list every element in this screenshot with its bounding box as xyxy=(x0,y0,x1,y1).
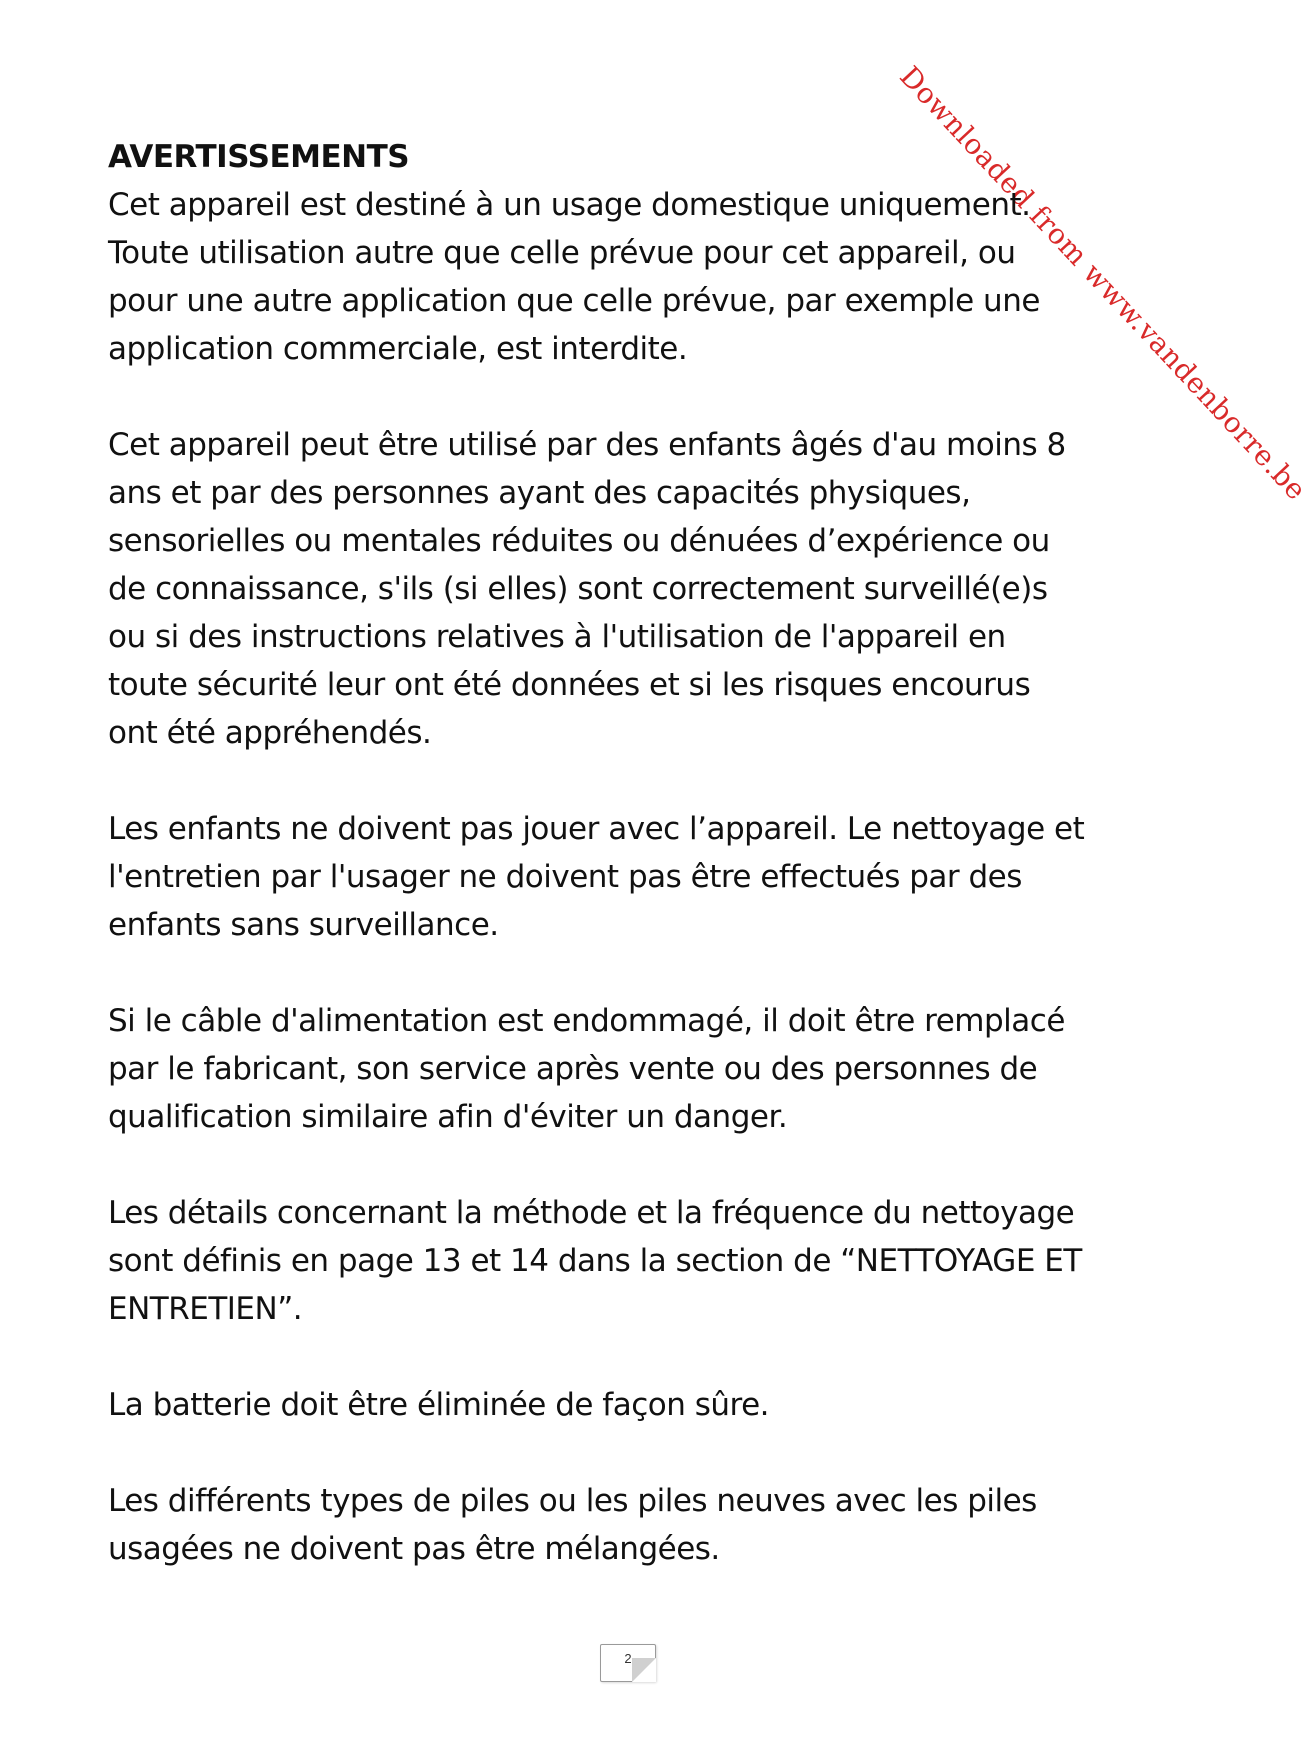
paragraph-line: sensorielles ou mentales réduites ou dénuées d’expérience ou xyxy=(108,523,1050,559)
paragraph-battery xyxy=(108,1381,1148,1429)
paragraph-line: usagées ne doivent pas être mélangées. xyxy=(108,1531,720,1567)
section-heading: AVERTISSEMENTS xyxy=(108,139,410,175)
page-number: 2 xyxy=(624,1651,632,1666)
paragraph-mixed-batteries xyxy=(108,1477,1148,1573)
paragraph-line: sont définis en page 13 et 14 dans la section de “NETTOYAGE ET xyxy=(108,1243,1082,1279)
warnings-section xyxy=(108,133,1148,1621)
paragraph-line: Si le câble d'alimentation est endommagé, il doit être remplacé xyxy=(108,1003,1065,1039)
paragraph-line: toute sécurité leur ont été données et si les risques encourus xyxy=(108,667,1031,703)
paragraph-line: par le fabricant, son service après vente ou des personnes de xyxy=(108,1051,1038,1087)
page-number-badge xyxy=(600,1644,656,1682)
paragraph-line: de connaissance, s'ils (si elles) sont correctement surveillé(e)s xyxy=(108,571,1048,607)
paragraph-line: Cet appareil peut être utilisé par des enfants âgés d'au moins 8 xyxy=(108,427,1066,463)
paragraph-line: Toute utilisation autre que celle prévue pour cet appareil, ou xyxy=(108,235,1016,271)
page-curl-icon xyxy=(632,1658,656,1682)
paragraph-line: Les différents types de piles ou les piles neuves avec les piles xyxy=(108,1483,1037,1519)
paragraph-line: La batterie doit être éliminée de façon sûre. xyxy=(108,1387,770,1423)
paragraph-usage xyxy=(108,181,1148,373)
paragraph-line: application commerciale, est interdite. xyxy=(108,331,688,367)
paragraph-line: ont été appréhendés. xyxy=(108,715,432,751)
paragraph-line: Les détails concernant la méthode et la fréquence du nettoyage xyxy=(108,1195,1075,1231)
paragraph-line: qualification similaire afin d'éviter un danger. xyxy=(108,1099,788,1135)
paragraph-children-play xyxy=(108,805,1148,949)
paragraph-line: ou si des instructions relatives à l'utilisation de l'appareil en xyxy=(108,619,1006,655)
paragraph-line: ans et par des personnes ayant des capacités physiques, xyxy=(108,475,971,511)
paragraph-power-cable xyxy=(108,997,1148,1141)
paragraph-line: l'entretien par l'usager ne doivent pas être effectués par des xyxy=(108,859,1022,895)
paragraph-line: enfants sans surveillance. xyxy=(108,907,499,943)
paragraph-line: Cet appareil est destiné à un usage domestique uniquement. xyxy=(108,187,1031,223)
watermark-text: Downloaded from www.vandenborre.be xyxy=(893,59,1313,507)
paragraph-line: pour une autre application que celle prévue, par exemple une xyxy=(108,283,1040,319)
paragraph-cleaning-details xyxy=(108,1189,1148,1333)
paragraph-line: Les enfants ne doivent pas jouer avec l’appareil. Le nettoyage et xyxy=(108,811,1085,847)
paragraph-children-capacities xyxy=(108,421,1148,757)
paragraph-line: ENTRETIEN”. xyxy=(108,1291,303,1327)
